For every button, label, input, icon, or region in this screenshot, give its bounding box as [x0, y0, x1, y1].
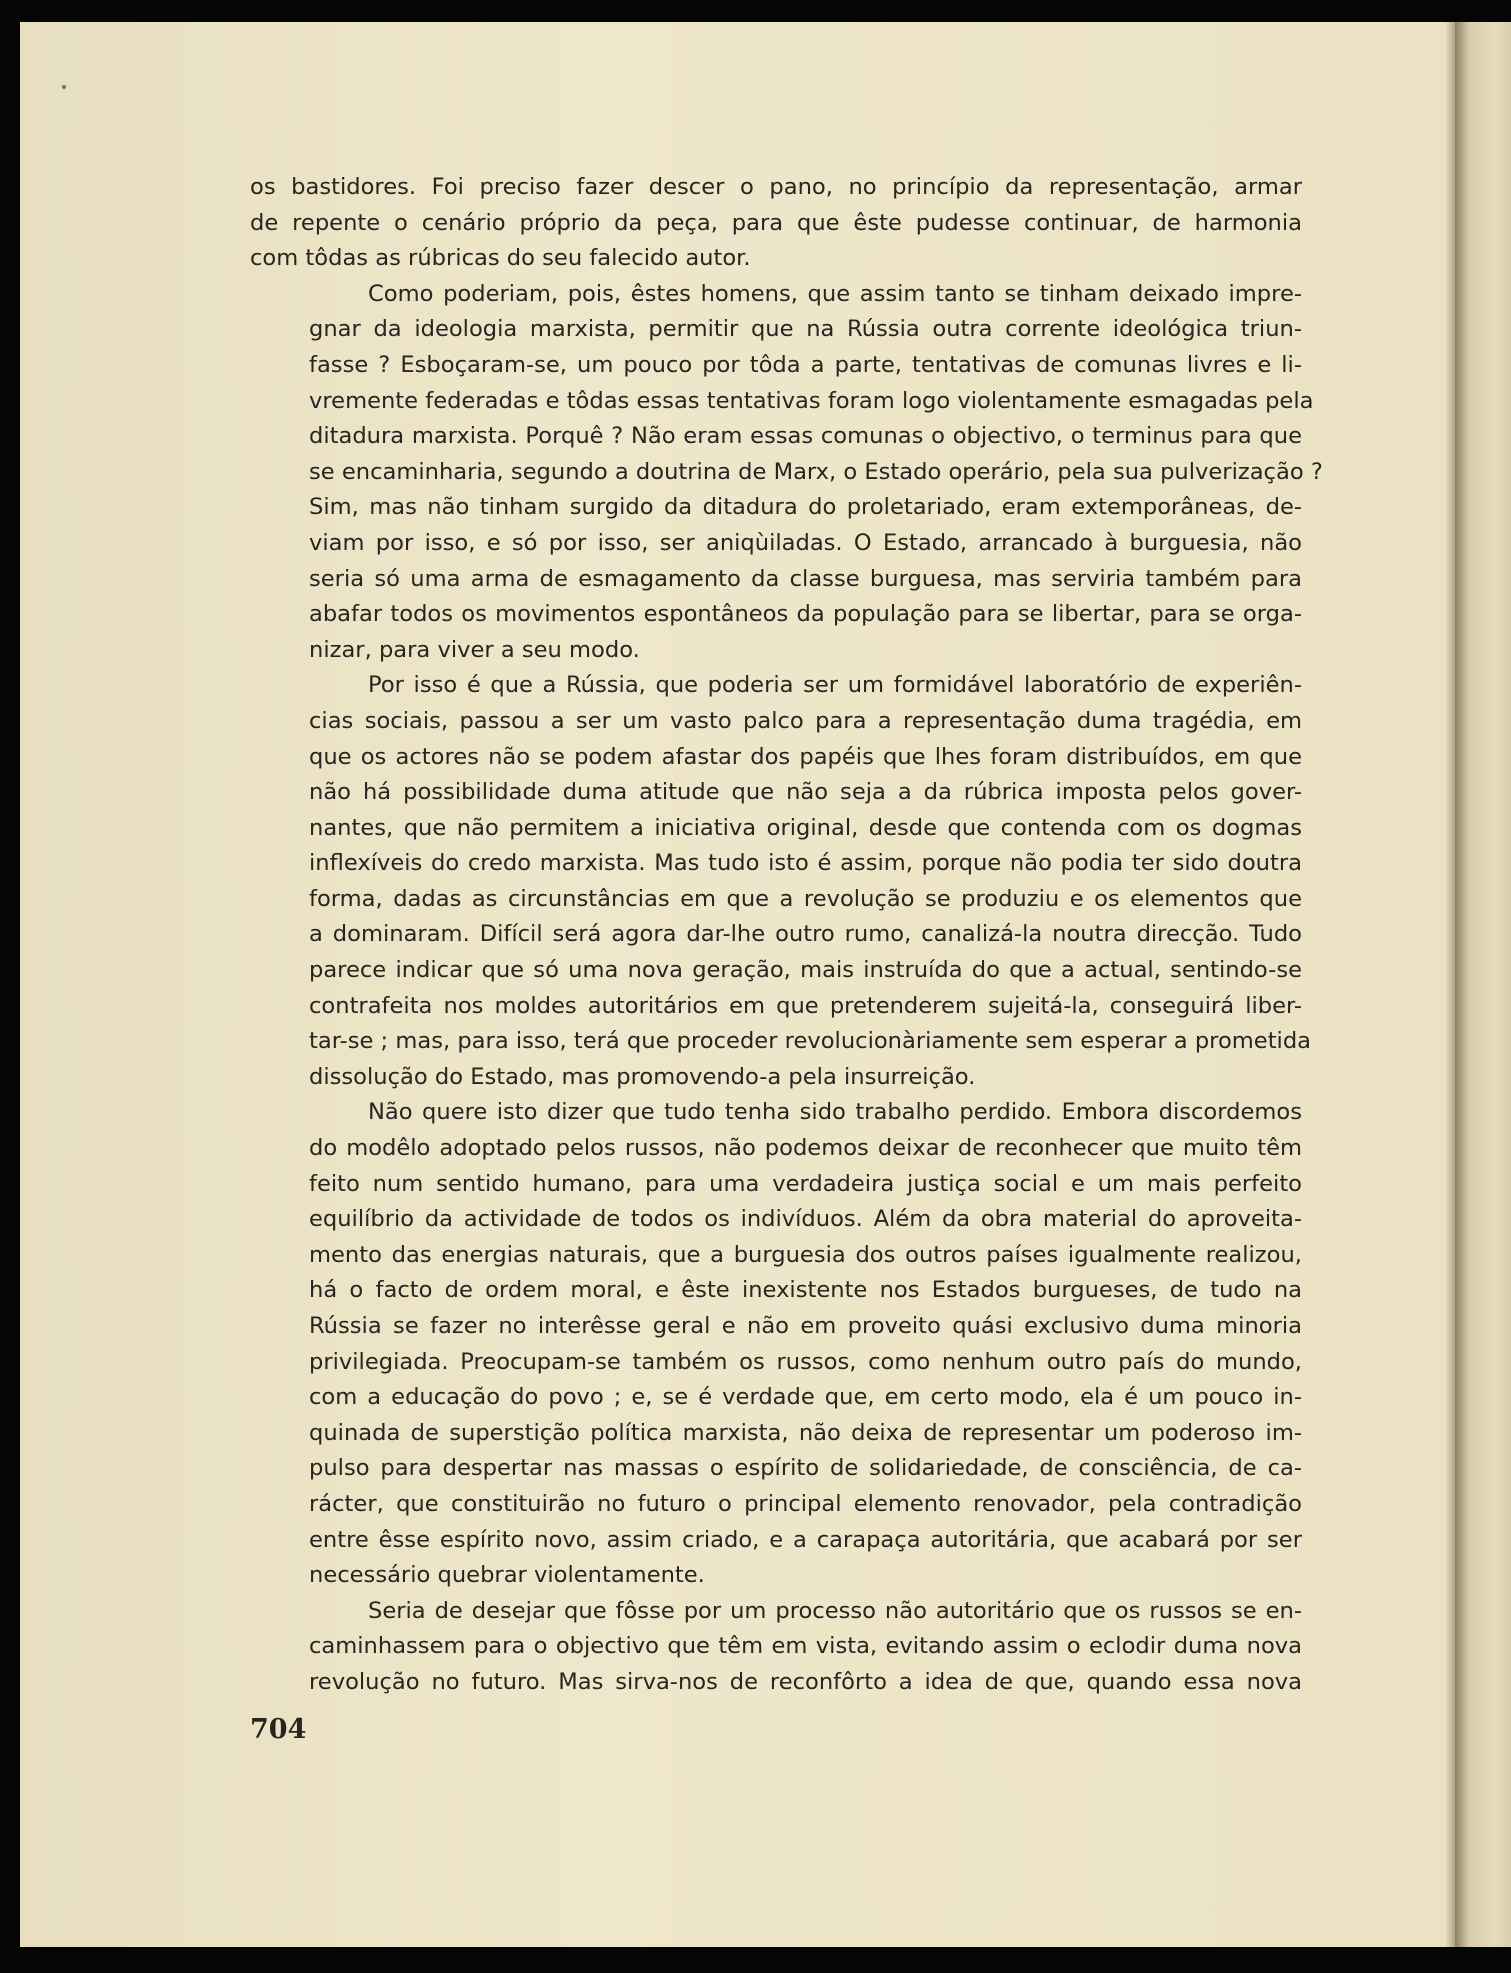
text-line: de repente o cenário próprio da peça, para que êste pudesse continuar, de harmonia [250, 209, 1302, 236]
text-line: gnar da ideologia marxista, permitir que na Rússia outra corrente ideológica triun- [309, 316, 1302, 343]
text-line: com tôdas as rúbricas do seu falecido autor. [250, 245, 751, 272]
text-line: revolução no futuro. Mas sirva-nos de reconfôrto a idea de que, quando essa nova [309, 1668, 1302, 1695]
text-line: mento das energias naturais, que a burguesia dos outros países igualmente realizou, [309, 1241, 1302, 1268]
text-line: há o facto de ordem moral, e êste inexistente nos Estados burgueses, de tudo na [309, 1277, 1302, 1304]
text-line: se encaminharia, segundo a doutrina de Marx, o Estado operário, pela sua pulverização ? [309, 458, 1323, 485]
text-line: Por isso é que a Rússia, que poderia ser um formidável laboratório de experiên- [368, 672, 1302, 699]
text-line: Não quere isto dizer que tudo tenha sido trabalho perdido. Embora discordemos [368, 1099, 1302, 1126]
adjacent-page-edge [1455, 22, 1511, 1947]
text-line: nantes, que não permitem a iniciativa original, desde que contenda com os dogmas [309, 814, 1302, 841]
text-line: viam por isso, e só por isso, ser aniqùiladas. O Estado, arrancado à burguesia, não [309, 529, 1302, 556]
text-line: que os actores não se podem afastar dos papéis que lhes foram distribuídos, em que [309, 743, 1302, 770]
text-line: Sim, mas não tinham surgido da ditadura do proletariado, eram extemporâneas, de- [309, 494, 1302, 521]
text-line: forma, dadas as circunstâncias em que a revolução se produziu e os elementos que [309, 885, 1302, 912]
text-line: com a educação do povo ; e, se é verdade que, em certo modo, ela é um pouco in- [309, 1384, 1302, 1411]
text-line: inflexíveis do credo marxista. Mas tudo isto é assim, porque não podia ter sido doutra [309, 850, 1302, 877]
text-line: parece indicar que só uma nova geração, mais instruída do que a actual, sentindo-se [309, 957, 1302, 984]
text-line: Rússia se fazer no interêsse geral e não em proveito quási exclusivo duma minoria [309, 1313, 1302, 1339]
paragraph [250, 668, 1312, 1095]
paragraph [250, 170, 1302, 277]
text-line: privilegiada. Preocupam-se também os russos, como nenhum outro país do mundo, [309, 1348, 1302, 1375]
text-line: cias sociais, passou a ser um vasto palco para a representação duma tragédia, em [309, 707, 1302, 734]
text-line: fasse ? Esboçaram-se, um pouco por tôda a parte, tentativas de comunas livres e li- [309, 351, 1302, 378]
text-line: seria só uma arma de esmagamento da classe burguesa, mas serviria também para [309, 565, 1302, 592]
body-text [250, 170, 1323, 1701]
text-line: dissolução do Estado, mas promovendo-a pela insurreição. [309, 1063, 976, 1090]
text-line: necessário quebrar violentamente. [309, 1562, 705, 1589]
text-line: abafar todos os movimentos espontâneos da população para se libertar, para se orga- [309, 601, 1302, 628]
text-line: pulso para despertar nas massas o espírito de solidariedade, de consciência, de ca- [309, 1455, 1302, 1482]
text-line: quinada de superstição política marxista, não deixa de representar um poderoso im- [309, 1419, 1302, 1446]
text-line: contrafeita nos moldes autoritários em que pretenderem sujeitá-la, conseguirá liber- [309, 992, 1302, 1019]
text-line: equilíbrio da actividade de todos os indivíduos. Além da obra material do aproveita- [309, 1206, 1302, 1233]
paragraph [250, 1095, 1302, 1593]
page-number: 704 [250, 1714, 307, 1745]
text-line: Como poderiam, pois, êstes homens, que assim tanto se tinham deixado impre- [368, 280, 1302, 307]
text-line: a dominaram. Difícil será agora dar-lhe outro rumo, canalizá-la noutra direcção. Tudo [309, 921, 1302, 948]
text-line: ditadura marxista. Porquê ? Não eram essas comunas o objectivo, o terminus para que [309, 423, 1302, 450]
text-line: rácter, que constituirão no futuro o principal elemento renovador, pela contradição [309, 1490, 1302, 1517]
text-line: tar-se ; mas, para isso, terá que proceder revolucionàriamente sem esperar a prometida [309, 1028, 1312, 1055]
text-line: não há possibilidade duma atitude que não seja a da rúbrica imposta pelos gover- [309, 779, 1302, 806]
paragraph [250, 277, 1323, 669]
paragraph [250, 1594, 1302, 1701]
text-line: do modêlo adoptado pelos russos, não podemos deixar de reconhecer que muito têm [309, 1135, 1302, 1162]
text-line: nizar, para viver a seu modo. [309, 636, 640, 663]
paper-speck [62, 85, 66, 89]
text-line: caminhassem para o objectivo que têm em vista, evitando assim o eclodir duma nova [309, 1633, 1302, 1660]
text-line: vremente federadas e tôdas essas tentativas foram logo violentamente esmagadas pela [309, 387, 1314, 414]
text-line: feito num sentido humano, para uma verdadeira justiça social e um mais perfeito [309, 1170, 1302, 1197]
text-line: os bastidores. Foi preciso fazer descer o pano, no princípio da representação, armar [250, 174, 1302, 200]
text-line: Seria de desejar que fôsse por um processo não autoritário que os russos se en- [368, 1597, 1302, 1624]
text-line: entre êsse espírito novo, assim criado, e a carapaça autoritária, que acabará por ser [309, 1526, 1302, 1553]
